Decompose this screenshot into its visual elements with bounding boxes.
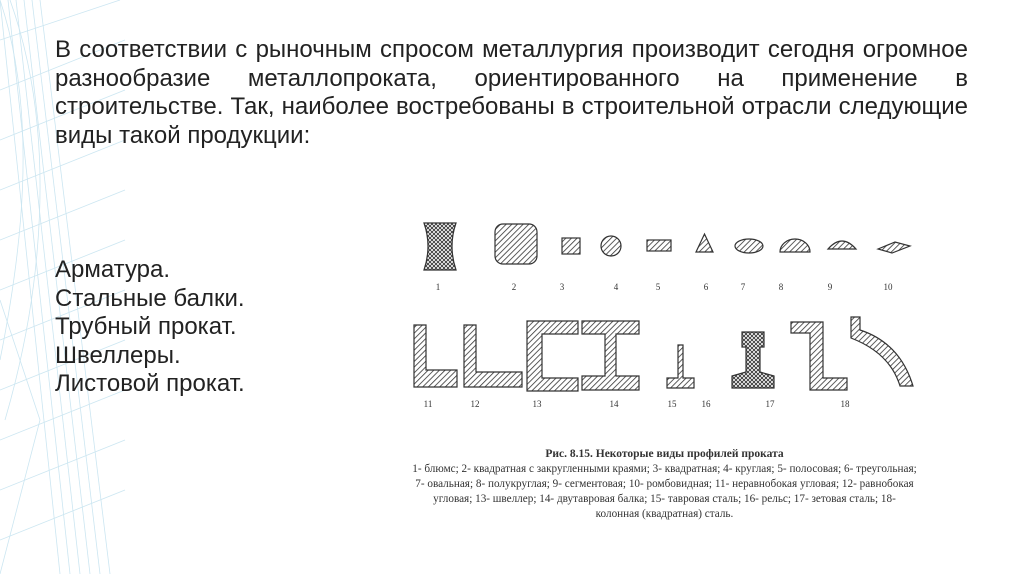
profile-18-column [851, 317, 913, 386]
profile-7-oval [735, 239, 763, 253]
figure-caption-title: Рис. 8.15. Некоторые виды профилей проката [545, 448, 784, 460]
profile-2-rounded-square [495, 224, 537, 264]
profile-4-round [601, 236, 621, 256]
profile-label: 5 [655, 282, 661, 292]
profile-label: 7 [740, 282, 746, 292]
list-item: Стальные балки. [55, 284, 245, 312]
profile-12-equal-angle [464, 325, 522, 387]
figure-caption [412, 447, 917, 522]
profile-label: 13 [532, 399, 542, 409]
profile-1-bloom [424, 223, 456, 270]
profile-label: 11 [423, 399, 433, 409]
list-item: Листовой прокат. [55, 370, 245, 398]
profile-6-triangle [696, 234, 713, 252]
profile-15-tee [667, 345, 694, 388]
profile-label: 16 [701, 399, 711, 409]
profile-label: 8 [778, 282, 784, 292]
profile-3-square [562, 238, 580, 254]
profile-label: 2 [511, 282, 517, 292]
list-item: Трубный прокат. [55, 313, 237, 341]
list-item: Швеллеры. [55, 341, 181, 369]
profile-label: 14 [609, 399, 619, 409]
profile-label: 3 [559, 282, 565, 292]
figure-caption-text: 1- блюмс; 2- квадратная с закругленными краями; 3- квадратная; 4- круглая; 5- полосовая; 6- треугольная; 7- овальная; 8- полукруглая; 9- сегментовая; 10- ромбовидная; 11- неравнобокая угловая; 12- равнобокая угловая; 13- швеллер; 14- двутавровая балка; 15- тавровая сталь; 16- рельс; 17- зетовая сталь; 18- колонная (квадратная) сталь. [412, 463, 917, 520]
profile-label: 10 [883, 282, 893, 292]
profile-9-segment [828, 241, 856, 249]
profile-label: 18 [840, 399, 850, 409]
profile-label: 17 [765, 399, 775, 409]
profile-label: 9 [827, 282, 833, 292]
profile-14-i-beam [582, 321, 639, 390]
profile-13-channel [527, 321, 578, 391]
intro-paragraph: В соответствии с рыночным спросом металлургия производит сегодня огромное разнообразие металлопроката, ориентированного на применение в строительстве. Так, наиболее востребованы в строительной отрасли следующие виды такой продукции: [55, 36, 968, 149]
profile-label: 6 [703, 282, 709, 292]
profile-16-rail [732, 332, 774, 388]
profile-label: 15 [667, 399, 677, 409]
profile-11-unequal-angle [414, 325, 457, 387]
profile-8-half-round [780, 239, 810, 252]
product-list [55, 256, 245, 399]
list-item: Арматура. [55, 256, 171, 283]
profile-5-strip [647, 240, 671, 251]
profile-label: 4 [613, 282, 619, 292]
profile-10-rhombus [878, 242, 910, 253]
profile-label: 1 [435, 282, 441, 292]
profile-17-z-section [791, 322, 847, 390]
profile-label: 12 [470, 399, 480, 409]
